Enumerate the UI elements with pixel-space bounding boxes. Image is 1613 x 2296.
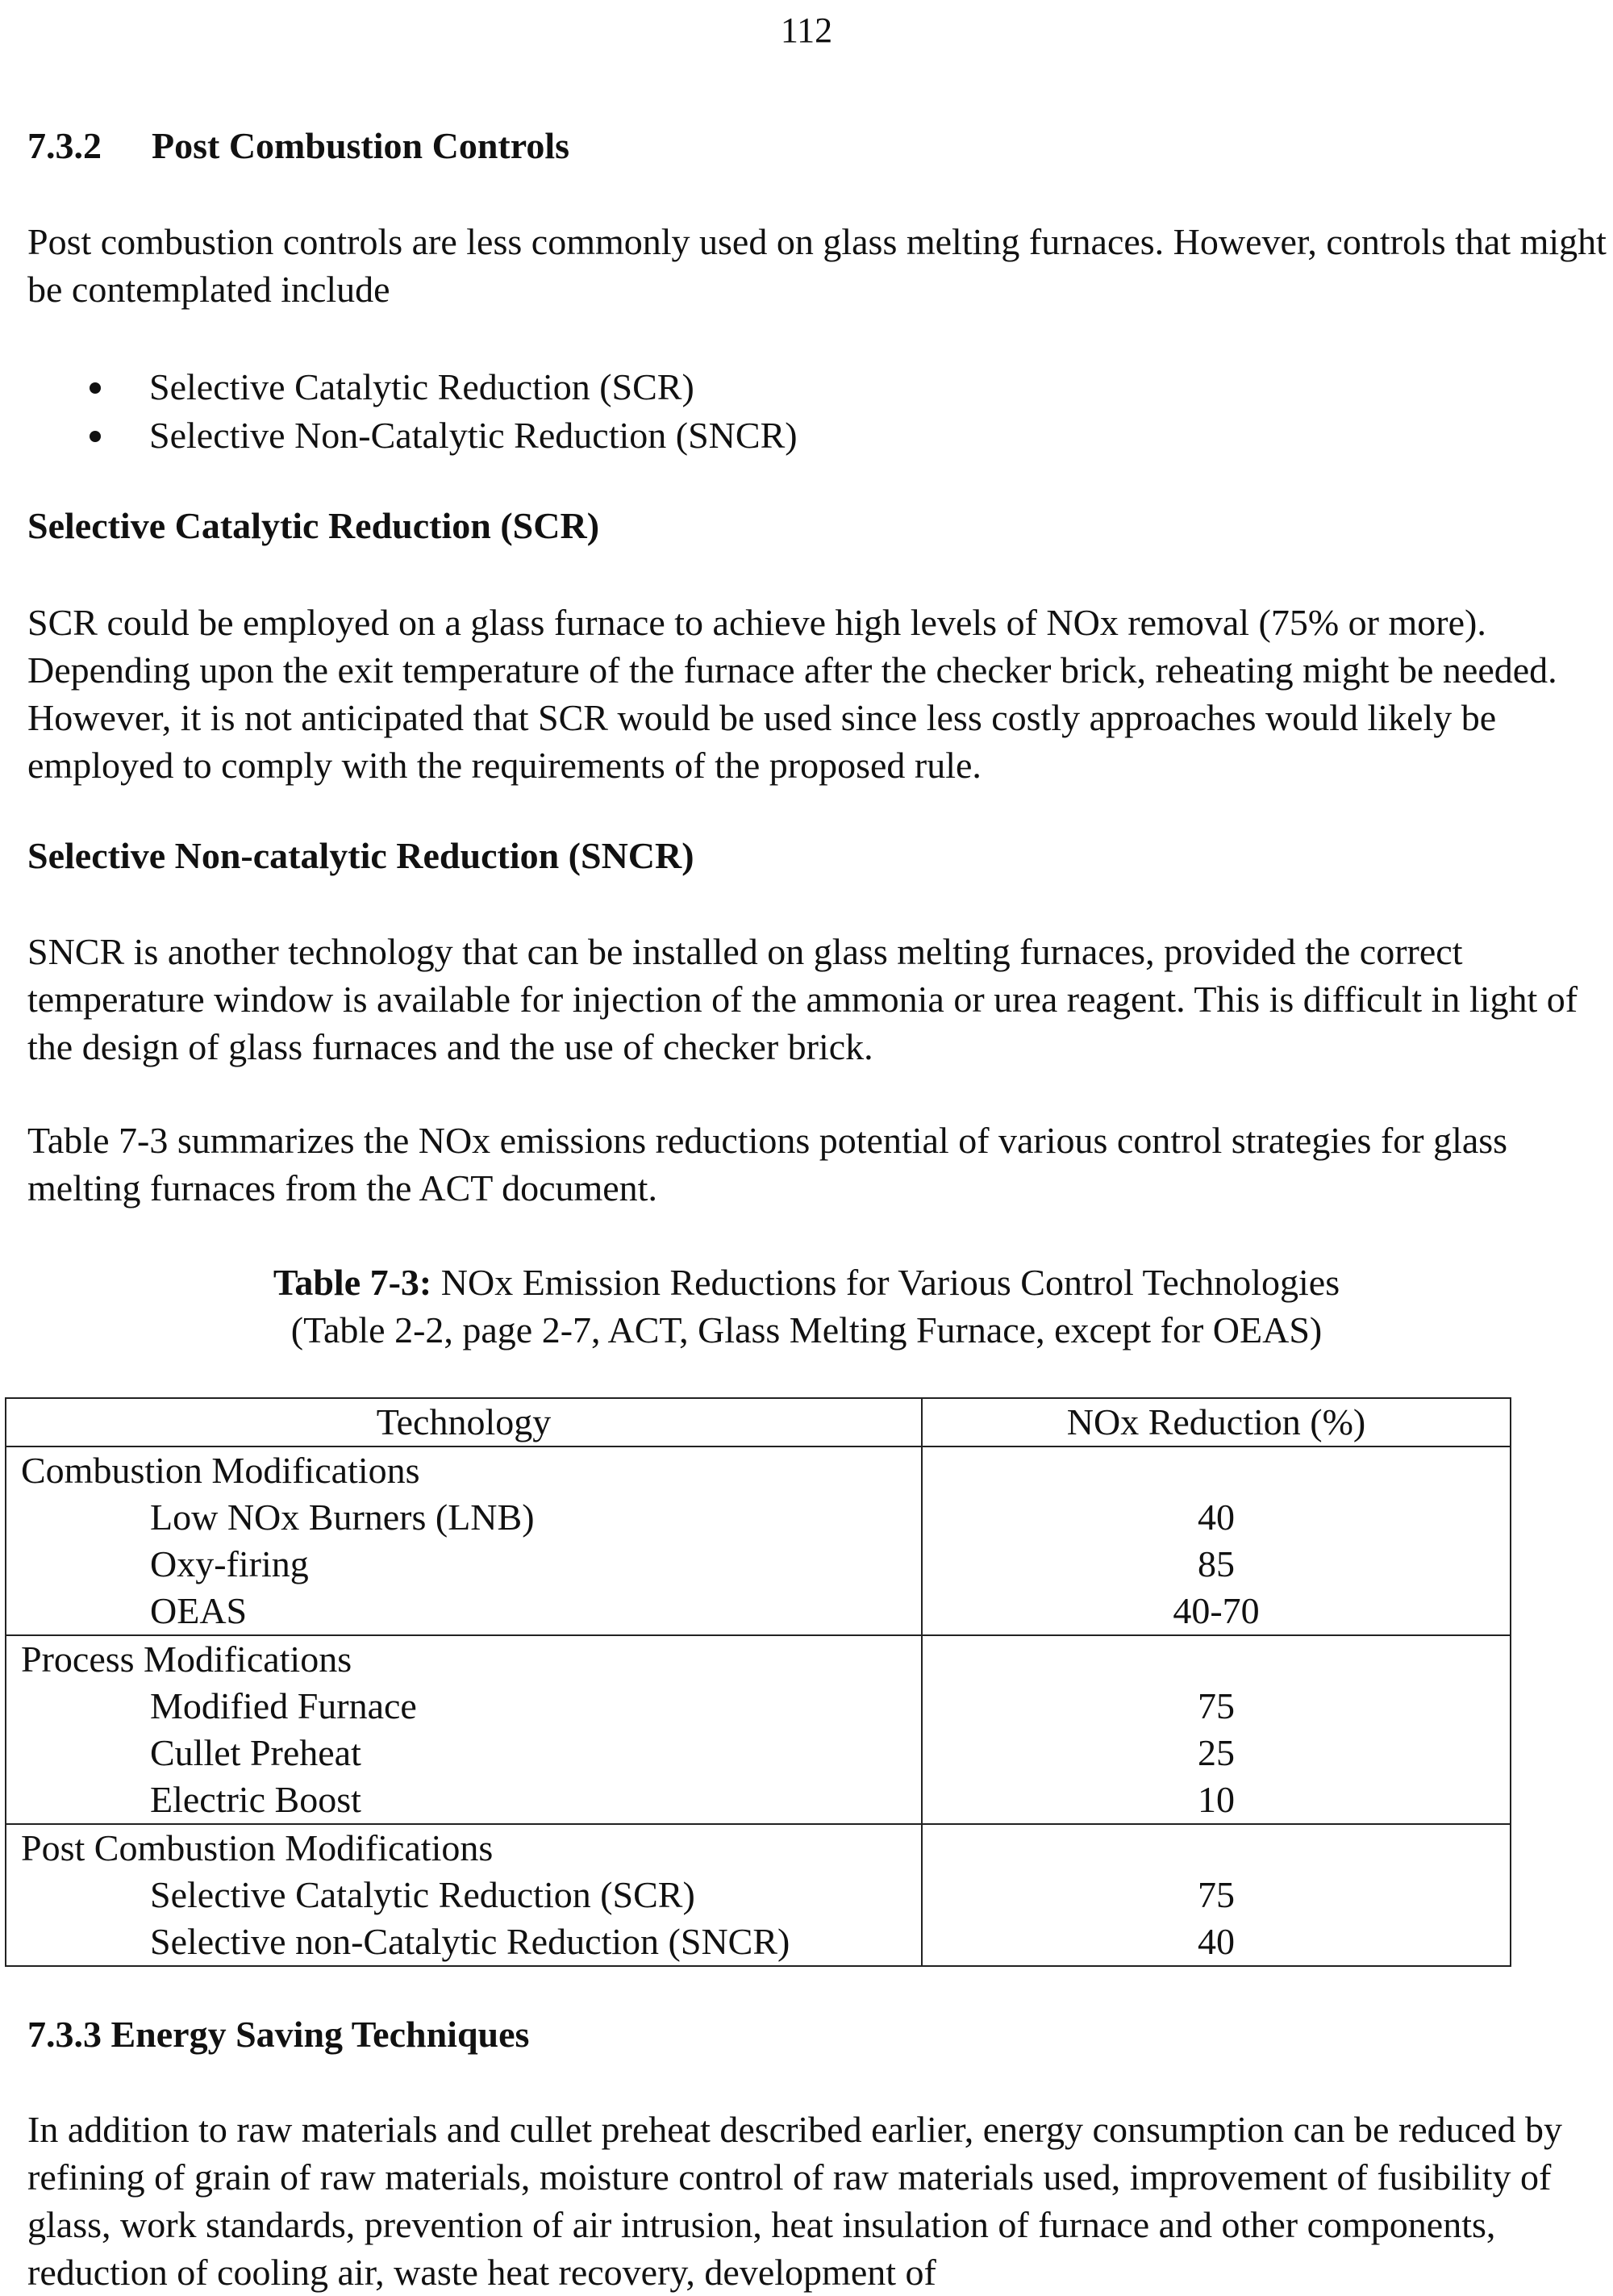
- technology-cell: Selective Catalytic Reduction (SCR): [6, 1872, 922, 1918]
- reduction-cell: 25: [922, 1730, 1511, 1776]
- table-row: [6, 1494, 1511, 1541]
- column-header-technology: Technology: [6, 1398, 922, 1446]
- column-header-nox-reduction: NOx Reduction (%): [922, 1398, 1511, 1446]
- technology-cell: Selective non-Catalytic Reduction (SNCR): [6, 1918, 922, 1966]
- table-row: [6, 1872, 1511, 1918]
- section-heading-7-3-2: [27, 124, 569, 167]
- reduction-cell: 40: [922, 1494, 1511, 1541]
- section-number: 7.3.2: [27, 125, 102, 166]
- table-header-row: [6, 1398, 1511, 1446]
- technology-cell: Electric Boost: [6, 1776, 922, 1824]
- technology-cell: Low NOx Burners (LNB): [6, 1494, 922, 1541]
- table-group-row: [6, 1824, 1511, 1872]
- list-item: [85, 411, 798, 460]
- table-group-row: [6, 1446, 1511, 1494]
- table-row: [6, 1683, 1511, 1730]
- technology-cell: Cullet Preheat: [6, 1730, 922, 1776]
- energy-paragraph: In addition to raw materials and cullet preheat described earlier, energy consumption can be reduced by refining of grain of raw materials, moisture control of raw materials used, improvement of fusibility of glass, work standards, prevention of air intrusion, heat insulation of furnace and other components, reduction of cooling air, waste heat recovery, development of: [27, 2109, 1563, 2293]
- group-name: Post Combustion Modifications: [6, 1824, 922, 1872]
- reduction-cell: 40-70: [922, 1588, 1511, 1635]
- bullet-icon: [90, 382, 101, 394]
- control-options-list: [85, 363, 798, 460]
- sncr-paragraph: SNCR is another technology that can be installed on glass melting furnaces, provided the correct temperature window is available for injection of the ammonia or urea reagent. This is difficult in light of the design of glass furnaces and the use of checker brick.: [27, 931, 1578, 1067]
- technology-cell: OEAS: [6, 1588, 922, 1635]
- section-heading-7-3-3: 7.3.3 Energy Saving Techniques: [27, 2014, 530, 2055]
- page-number: 112: [780, 10, 833, 50]
- summary-paragraph: Table 7-3 summarizes the NOx emissions reductions potential of various control strategies for glass melting furnaces from the ACT document.: [27, 1120, 1508, 1209]
- table-row: [6, 1918, 1511, 1966]
- intro-paragraph: Post combustion controls are less commonly used on glass melting furnaces. However, controls that might be contemplated include: [27, 221, 1607, 310]
- reduction-cell: 40: [922, 1918, 1511, 1966]
- table-row: [6, 1541, 1511, 1588]
- table-caption-source: (Table 2-2, page 2-7, ACT, Glass Melting Furnace, except for OEAS): [290, 1309, 1323, 1350]
- scr-paragraph: SCR could be employed on a glass furnace to achieve high levels of NOx removal (75% or more). Depending upon the exit temperature of the furnace after the checker brick, reheating might be needed. However, it is not anticipated that SCR would be used since less costly approaches would likely be employed to comply with the requirements of the proposed rule.: [27, 602, 1557, 786]
- section-title: Post Combustion Controls: [152, 125, 569, 166]
- table-row: [6, 1776, 1511, 1824]
- bullet-icon: [90, 431, 101, 442]
- nox-reduction-table: [5, 1397, 1511, 1967]
- table-row: [6, 1588, 1511, 1635]
- group-name: Process Modifications: [6, 1635, 922, 1683]
- table-caption-text: NOx Emission Reductions for Various Control Technologies: [440, 1262, 1340, 1303]
- table-caption-label: Table 7-3:: [273, 1262, 432, 1303]
- list-item: [85, 363, 798, 411]
- reduction-cell: 10: [922, 1776, 1511, 1824]
- table-row: [6, 1730, 1511, 1776]
- technology-cell: Oxy-firing: [6, 1541, 922, 1588]
- list-item-text: Selective Non-Catalytic Reduction (SNCR): [149, 415, 798, 456]
- scr-heading: Selective Catalytic Reduction (SCR): [27, 505, 600, 546]
- sncr-heading: Selective Non-catalytic Reduction (SNCR): [27, 835, 694, 876]
- reduction-cell: 75: [922, 1683, 1511, 1730]
- reduction-cell: 75: [922, 1872, 1511, 1918]
- group-name: Combustion Modifications: [6, 1446, 922, 1494]
- table-group-row: [6, 1635, 1511, 1683]
- list-item-text: Selective Catalytic Reduction (SCR): [149, 366, 694, 407]
- reduction-cell: 85: [922, 1541, 1511, 1588]
- table-caption: [0, 1259, 1613, 1306]
- technology-cell: Modified Furnace: [6, 1683, 922, 1730]
